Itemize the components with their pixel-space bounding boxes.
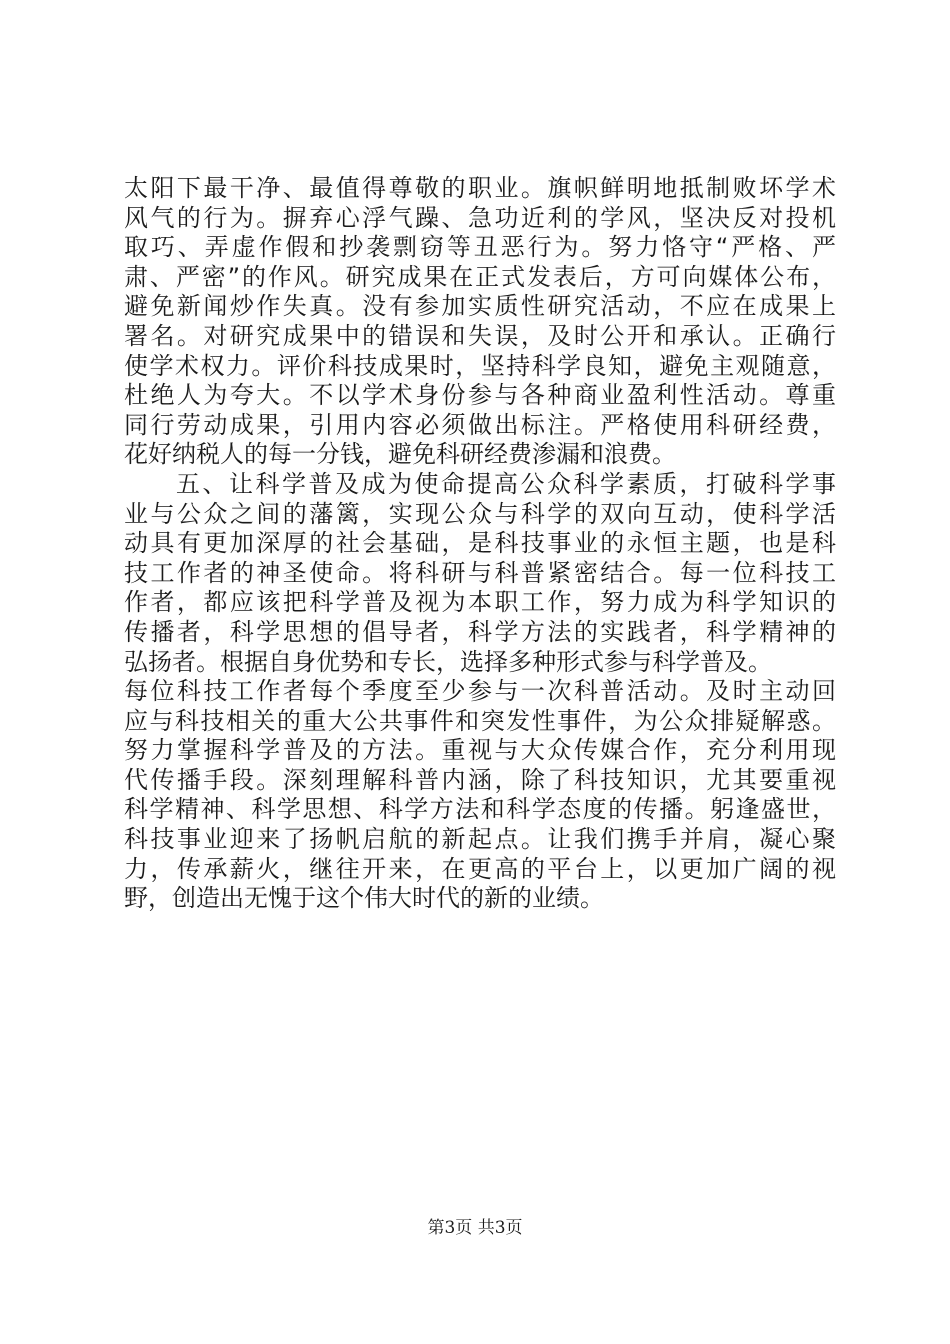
text-line: 代传播手段。深刻理解科普内涵，除了科技知识，尤其要重视 [124, 765, 836, 794]
paragraph-2 [124, 470, 836, 914]
text-line: 努力掌握科学普及的方法。重视与大众传媒合作，充分利用现 [124, 736, 836, 765]
text-line: 署名。对研究成果中的错误和失误，及时公开和承认。正确行 [124, 321, 836, 350]
text-line: 同行劳动成果，引用内容必须做出标注。严格使用科研经费， [124, 410, 836, 439]
text-line: 动具有更加深厚的社会基础，是科技事业的永恒主题，也是科 [124, 529, 836, 558]
document-body [124, 174, 836, 914]
text-line: 太阳下最干净、最值得尊敬的职业。旗帜鲜明地抵制败坏学术 [124, 174, 836, 202]
text-line: 肃、严密”的作风。研究成果在正式发表后，方可向媒体公布， [124, 262, 836, 291]
text-line: 花好纳税人的每一分钱，避免科研经费渗漏和浪费。 [124, 440, 676, 469]
page-footer: 第3页 共3页 [427, 1218, 523, 1238]
text-line: 传播者，科学思想的倡导者，科学方法的实践者，科学精神的 [124, 617, 836, 646]
text-line: 科技事业迎来了扬帆启航的新起点。让我们携手并肩，凝心聚 [124, 825, 836, 854]
text-line: 野，创造出无愧于这个伟大时代的新的业绩。 [124, 884, 604, 913]
text-line: 业与公众之间的藩篱，实现公众与科学的双向互动，使科学活 [124, 499, 836, 528]
text-line: 风气的行为。摒弃心浮气躁、急功近利的学风，坚决反对投机 [124, 203, 836, 232]
text-line: 作者，都应该把科学普及视为本职工作，努力成为科学知识的 [124, 588, 836, 617]
text-line: 使学术权力。评价科技成果时，坚持科学良知，避免主观随意， [124, 351, 836, 380]
text-line: 弘扬者。根据自身优势和专长，选择多种形式参与科学普及。 [124, 647, 772, 676]
text-line: 力，传承薪火，继往开来，在更高的平台上，以更加广阔的视 [124, 854, 836, 883]
text-line: 科学精神、科学思想、科学方法和科学态度的传播。躬逢盛世， [124, 795, 836, 824]
paragraph-1 [124, 174, 836, 470]
text-line: 应与科技相关的重大公共事件和突发性事件，为公众排疑解惑。 [124, 706, 836, 735]
text-line: 每位科技工作者每个季度至少参与一次科普活动。及时主动回 [124, 677, 836, 706]
text-line: 五、让科学普及成为使命提高公众科学素质，打破科学事 [176, 469, 836, 498]
text-line: 避免新闻炒作失真。没有参加实质性研究活动，不应在成果上 [124, 292, 836, 321]
text-line: 技工作者的神圣使命。将科研与科普紧密结合。每一位科技工 [124, 558, 836, 587]
text-line: 杜绝人为夸大。不以学术身份参与各种商业盈利性活动。尊重 [124, 381, 836, 410]
text-line: 取巧、弄虚作假和抄袭剽窃等丑恶行为。努力恪守“严格、严 [124, 233, 836, 262]
